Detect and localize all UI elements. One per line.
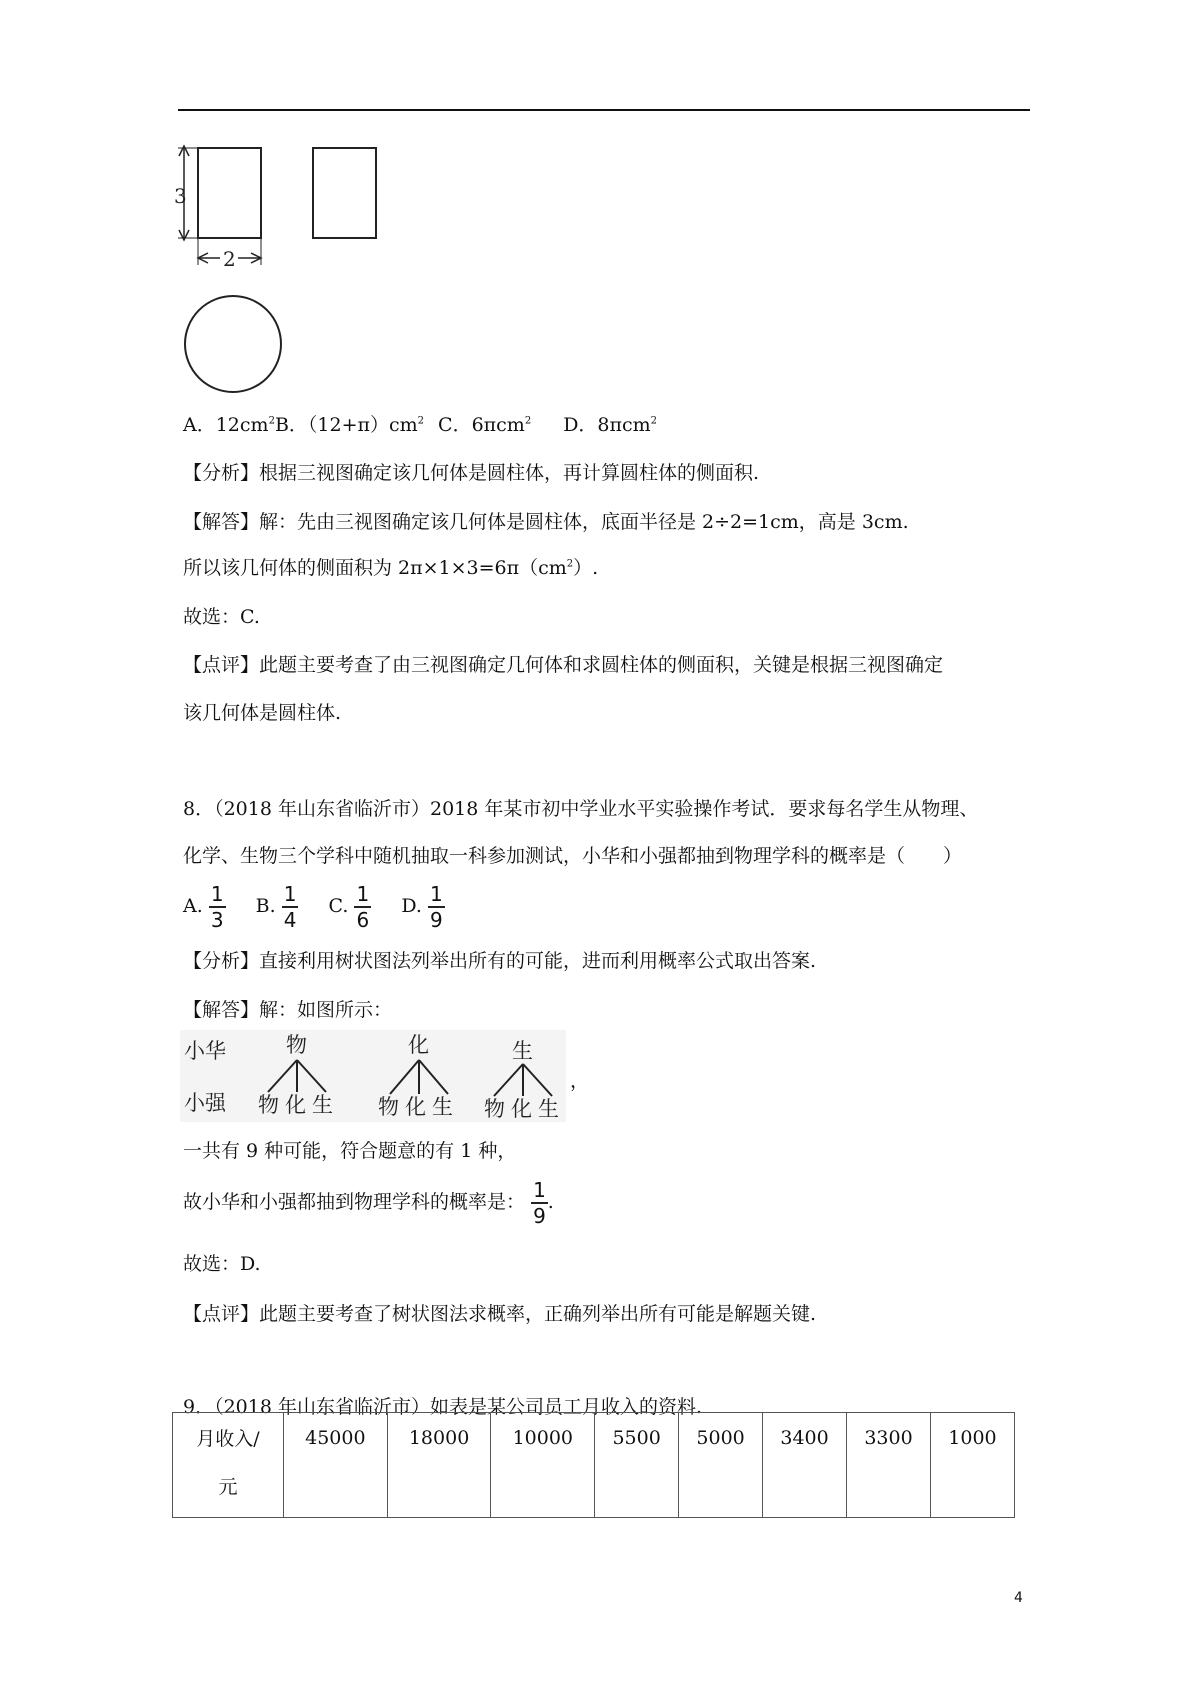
top-view-circle <box>185 296 281 392</box>
q8-stem-line1: 8．（2018 年山东省临沂市）2018 年某市初中学业水平实验操作考试．要求每名学生从物理、 <box>183 798 979 820</box>
q7-option-c: C．6πcm <box>438 414 525 436</box>
q8-option-d-label: D. <box>401 895 422 917</box>
income-cell: 10000 <box>491 1413 595 1518</box>
income-header-cell: 月收入/ 元 <box>173 1413 284 1518</box>
q7-comment-line1: 【点评】此题主要考查了由三视图确定几何体和求圆柱体的侧面积，关键是根据三视图确定 <box>183 654 944 676</box>
tree-leaf-3c: 生 <box>538 1097 559 1121</box>
q8-count: 一共有 9 种可能，符合题意的有 1 种， <box>183 1140 517 1162</box>
width-label: 2 <box>223 247 236 271</box>
q7-answer: 故选：C. <box>183 606 260 628</box>
income-cell: 45000 <box>284 1413 388 1518</box>
income-cell: 3300 <box>847 1413 931 1518</box>
income-table <box>172 1412 1015 1518</box>
tree-diagram <box>180 1030 566 1122</box>
q8-option-c-fraction: $\frac{1}{6}$ <box>356 882 370 932</box>
tree-leaf-1b: 化 <box>285 1093 306 1117</box>
q7-comment-line2: 该几何体是圆柱体. <box>183 702 342 724</box>
q7-options: A．$12cm^2B$．$(12+\pi)cm^2$ C．6πcm$^2$ D．8πcm$^2$ <box>183 414 658 436</box>
tree-leaf-2b: 化 <box>405 1095 426 1119</box>
tree-top-node-3: 生 <box>512 1039 533 1063</box>
income-cell: 1000 <box>930 1413 1014 1518</box>
q8-options <box>183 884 445 930</box>
tree-top-node-2: 化 <box>408 1033 429 1057</box>
tree-row-label-xiaoqiang: 小强 <box>184 1091 226 1115</box>
three-views-figure <box>176 140 396 396</box>
q8-option-d-fraction: $\frac{1}{9}$ <box>429 882 443 932</box>
q8-result: 故小华和小强都抽到物理学科的概率是： $\frac{1}{9}$ . <box>183 1178 554 1228</box>
q8-option-b-label: B. <box>255 895 276 917</box>
tree-leaf-1a: 物 <box>258 1093 279 1117</box>
tree-top-node-1: 物 <box>286 1033 307 1057</box>
q8-analysis: 【分析】直接利用树状图法列举出所有的可能，进而利用概率公式取出答案. <box>183 950 817 972</box>
q8-stem-line2: 化学、生物三个学科中随机抽取一科参加测试，小华和小强都抽到物理学科的概率是（ ） <box>183 845 963 867</box>
q8-comment: 【点评】此题主要考查了树状图法求概率，正确列举出所有可能是解题关键. <box>183 1303 817 1325</box>
income-cell: 5000 <box>679 1413 763 1518</box>
page-number: 4 <box>1014 1590 1023 1606</box>
tree-row-label-xiaohua: 小华 <box>184 1039 226 1063</box>
tree-trailing-comma: ， <box>570 1070 590 1092</box>
q8-option-c-label: C. <box>328 895 349 917</box>
q8-option-a-label: A. <box>183 895 203 917</box>
tree-leaf-1c: 生 <box>312 1093 333 1117</box>
tree-leaf-2a: 物 <box>378 1095 399 1119</box>
q7-analysis: 【分析】根据三视图确定该几何体是圆柱体，再计算圆柱体的侧面积. <box>183 462 760 484</box>
table-row <box>173 1413 1015 1518</box>
height-label: 3 <box>174 184 187 208</box>
tree-leaf-3b: 化 <box>511 1097 532 1121</box>
tree-leaf-2c: 生 <box>432 1095 453 1119</box>
q8-option-b-fraction: $\frac{1}{4}$ <box>283 882 297 932</box>
income-cell: 5500 <box>595 1413 679 1518</box>
q8-result-fraction: $\frac{1}{9}$ <box>533 1178 546 1228</box>
q8-solution-line1: 【解答】解：如图所示： <box>183 999 393 1021</box>
q8-answer: 故选：D. <box>183 1253 261 1275</box>
income-cell: 3400 <box>763 1413 847 1518</box>
q7-option-a: A．12cm <box>183 414 269 436</box>
q7-option-d: D．8πcm <box>563 414 651 436</box>
tree-leaf-3a: 物 <box>484 1097 505 1121</box>
q7-solution-line2: 所以该几何体的侧面积为 $2\pi\times 1\times 3=6\pi(cm^2)$. <box>183 557 599 579</box>
front-view-rect <box>198 148 261 238</box>
q9-stem: 9．（2018 年山东省临沂市）如表是某公司员工月收入的资料. <box>183 1396 703 1418</box>
q7-option-b: B．（12+π）cm <box>274 414 418 436</box>
q7-solution-line1: 【解答】解：先由三视图确定该几何体是圆柱体，底面半径是 2÷2=1cm，高是 3cm. <box>183 511 909 533</box>
header-rule <box>178 109 1030 111</box>
side-view-rect <box>313 148 376 238</box>
q8-option-a-fraction: $\frac{1}{3}$ <box>210 882 224 932</box>
income-cell: 18000 <box>387 1413 491 1518</box>
